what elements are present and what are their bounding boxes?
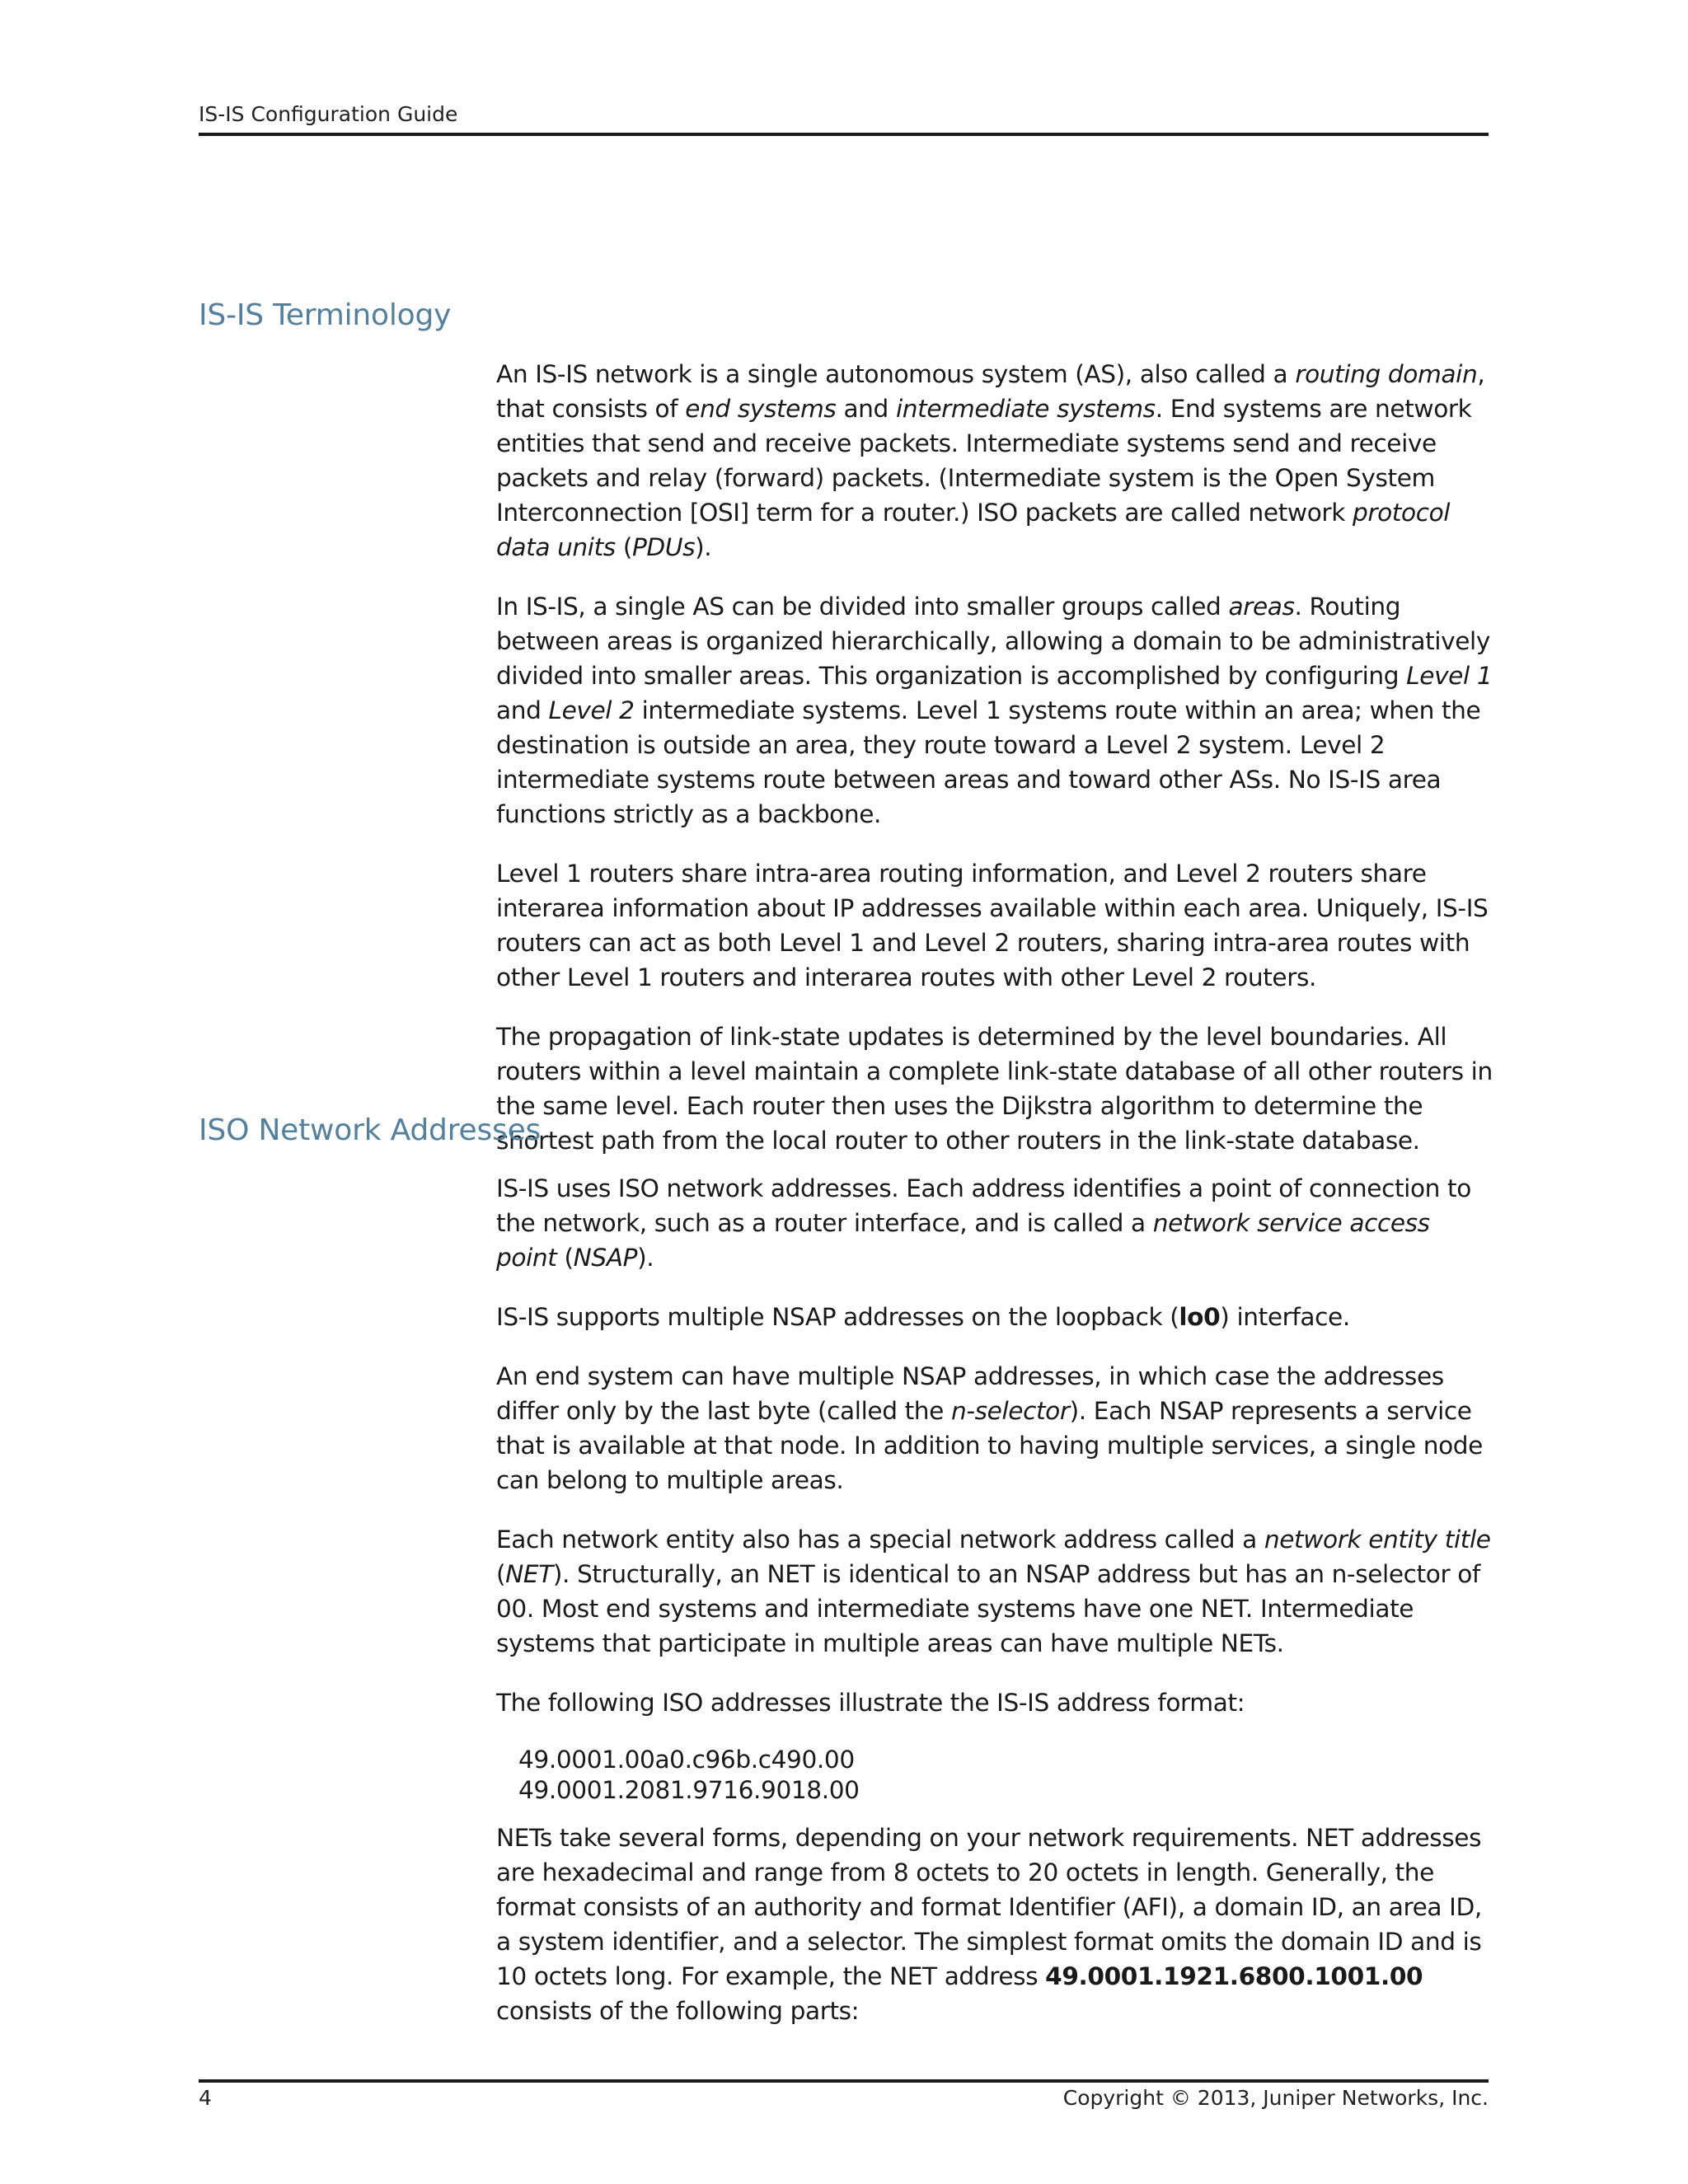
page-number: 4 xyxy=(199,2086,212,2110)
term-nsap: NSAP xyxy=(573,1244,638,1272)
term-n-selector: n-selector xyxy=(950,1397,1070,1425)
interface-lo0: lo0 xyxy=(1179,1303,1221,1331)
heading-is-is-terminology: IS-IS Terminology xyxy=(199,298,452,332)
paragraph: An IS-IS network is a single autonomous system (AS), also called a routing domain, that consists of end systems and intermediate systems. End systems are network entities that send and receive packets. Intermediate systems send and receive packets and relay (forward) packets. (Intermediate system is the Open System Interconnection [OSI] term for a router.) ISO packets are called network protocol data units (PDUs). xyxy=(496,360,1485,561)
header-rule xyxy=(199,133,1489,136)
net-address-example: 49.0001.1921.6800.1001.00 xyxy=(1045,1962,1423,1990)
running-header: IS-IS Configuration Guide xyxy=(199,102,458,126)
paragraph: Level 1 routers share intra-area routing information, and Level 2 routers share interarea information about IP addresses available within each area. Uniquely, IS-IS routers can act as both Level 1 and Level 2 routers, sharing intra-area routes with other Level 1 routers and interarea routes with other Level 2 routers. xyxy=(496,860,1489,991)
paragraph: Each network entity also has a special network address called a network entity title (NET). Structurally, an NET is identical to an NSAP address but has an n-selector of 00. Most end systems and intermediate systems have one NET. Intermediate systems that participate in multiple areas can have multiple NETs. xyxy=(496,1526,1491,1657)
address-example-block xyxy=(518,1745,1493,1806)
paragraph: The following ISO addresses illustrate the IS-IS address format: xyxy=(496,1689,1245,1717)
term-level-1: Level 1 xyxy=(1406,662,1493,690)
term-end-systems: end systems xyxy=(685,395,837,423)
heading-iso-network-addresses: ISO Network Addresses xyxy=(199,1113,542,1147)
paragraph: An end system can have multiple NSAP addresses, in which case the addresses differ only by the last byte (called the n-selector). Each NSAP represents a service that is available at that node. In addition to having multiple services, a single node can belong to multiple areas. xyxy=(496,1362,1483,1494)
addresses-body xyxy=(496,1171,1493,2053)
paragraph: IS-IS uses ISO network addresses. Each address identifies a point of connection to the network, such as a router interface, and is called a network service access point (NSAP). xyxy=(496,1174,1471,1272)
term-routing-domain: routing domain xyxy=(1295,360,1478,388)
term-network-entity-title: network entity title xyxy=(1264,1526,1491,1554)
paragraph: NETs take several forms, depending on your network requirements. NET addresses are hexadecimal and range from 8 octets to 20 octets in length. Generally, the format consists of an authority and format Identifier (AFI), a domain ID, an area ID, a system identifier, and a selector. The simplest format omits the domain ID and is 10 octets long. For example, the NET address 49.0001.1921.6800.1001.00 consists of the following parts: xyxy=(496,1824,1482,2025)
footer-rule xyxy=(199,2079,1489,2083)
term-areas: areas xyxy=(1228,593,1295,621)
address-example: 49.0001.2081.9716.9018.00 xyxy=(518,1776,860,1804)
terminology-body xyxy=(496,357,1493,1183)
term-protocol-data-units: protocol data units xyxy=(496,499,1451,561)
term-pdus: PDUs xyxy=(631,533,696,561)
paragraph: The propagation of link-state updates is determined by the level boundaries. All routers within a level maintain a complete link-state database of all other routers in the same level. Each router then uses the Dijkstra algorithm to determine the shortest path from the local router to other routers in the link-state database. xyxy=(496,1023,1493,1155)
copyright-notice: Copyright © 2013, Juniper Networks, Inc. xyxy=(1062,2086,1489,2110)
term-level-2: Level 2 xyxy=(548,696,635,724)
paragraph: In IS-IS, a single AS can be divided into smaller groups called areas. Routing between areas is organized hierarchically, allowing a domain to be administratively divided into smaller areas. This organization is accomplished by configuring Level 1 and Level 2 intermediate systems. Level 1 systems route within an area; when the destination is outside an area, they route toward a Level 2 system. Level 2 intermediate systems route between areas and toward other ASs. No IS-IS area functions strictly as a backbone. xyxy=(496,593,1493,828)
term-network-service-access-point: network service access point xyxy=(496,1209,1430,1272)
address-example: 49.0001.00a0.c96b.c490.00 xyxy=(518,1746,855,1774)
term-net: NET xyxy=(505,1560,553,1588)
paragraph: IS-IS supports multiple NSAP addresses on the loopback (lo0) interface. xyxy=(496,1303,1350,1331)
term-intermediate-systems: intermediate systems xyxy=(895,395,1156,423)
